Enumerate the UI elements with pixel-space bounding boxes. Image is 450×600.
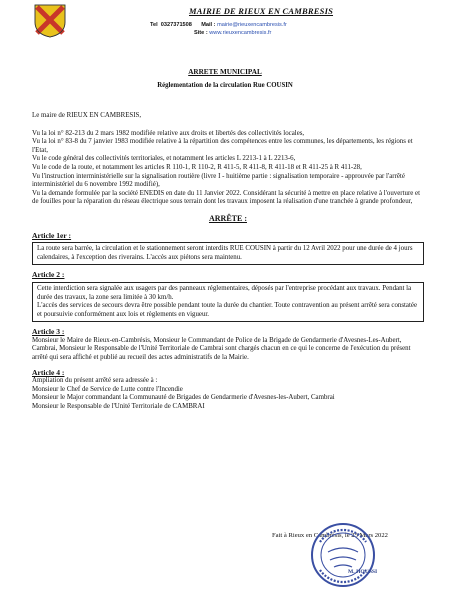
document-body [32,112,424,412]
tel-number: 0327371508 [160,22,192,28]
considerant-2: Vu la loi n° 83-8 du 7 janvier 1983 modifiée relative à la répartition des compétences entre les communes, les départements, les régions et l'Etat, [32,138,413,154]
article-4-text-4: Monsieur le Responsable de l'Unité Territoriale de CAMBRAI [32,403,205,411]
tel-label: Tel [150,22,158,28]
letterhead [118,6,418,37]
article-1-text: La route sera barrée, la circulation et le stationnement seront interdits RUE COUSIN à partir du 12 Avril 2022 pour une durée de 4 jours calendaires, à l'exception des riverains. L'accès aux piétons sera maintenu. [37,245,413,261]
article-2-text-1: Cette interdiction sera signalée aux usagers par des panneaux réglementaires, déposés par l'entreprise procédant aux travaux. Pendant la durée des travaux, la zone sera limitée à 30 km/h. [37,284,412,301]
considerant-6: Vu la demande formulée par la société ENEDIS en date du 11 Janvier 2022. Considérant la sécurité à mettre en place relative à l'ouverture et de fouilles pour la réparation du réseau électrique sous terrain dont les travaux imposent la réalisation d'une tranchée à grande profondeur, [32,189,421,206]
intro-line: Le maire de RIEUX EN CAMBRESIS, [32,112,142,119]
article-1-heading: Article 1er : [32,230,72,240]
article-2-box [32,282,424,322]
considerant-3: Vu le code général des collectivités territoriales, et notamment les articles L 2213-1 à L 2213-6, [32,155,296,163]
site-link[interactable]: www.rieuxencambresis.fr [209,30,272,36]
signature-place-date: Fait à Rieux en Cambrésis, le 25 Mars 2022 [272,532,388,539]
article-3-text: Monsieur le Maire de Rieux-en-Cambrésis, Monsieur le Commandant de Police de la Brigade de Gendarmerie d'Avesnes-Les-Aubert, Cambrai, Monsieur le Responsable de l'Unité Territoriale de Cambrai sont chargés chacun en ce qui le concerne de l'exécution du présent arrêté qui sera affiché et publié au recueil des actes administratifs de la Mairie. [32,336,411,362]
article-4-text-2: Monsieur le Chef de Service de Lutte contre l'Incendie [32,385,183,393]
contact-line [150,21,418,37]
article-4-text-3: Monsieur le Major commandant la Communauté de Brigades de Gendarmerie d'Avesnes-les-Aubert, Cambrai [32,394,335,402]
mail-link[interactable]: mairie@rieuxencambresis.fr [217,22,287,28]
article-4-text-1: Ampliation du présent arrêté sera adressée à : [32,377,158,385]
article-1-box [32,242,424,265]
mairie-stamp-icon [308,520,378,590]
signatory-name: M. HOUSSI [348,569,378,575]
arrete-heading: ARRÊTE : [208,213,247,223]
document-subtitle: Réglementation de la circulation Rue COUSIN [157,82,293,89]
article-2-text-2: L'accès des services de secours devra être possible pendant toute la durée du chantier. Toute contravention au présent arrêté sera constatée et poursuivie conformément aux lois et règlements en vigueur. [37,302,418,318]
considerant-5: Vu l'instruction interministérielle sur la signalisation routière (livre I - huitième partie : signalisation temporaire - approuvée par l'arrêté interministériel du 6 novembre 1992 modifié), [32,172,405,189]
mairie-name: MAIRIE DE RIEUX EN CAMBRESIS [188,6,334,16]
document-title: ARRETE MUNICIPAL [188,68,262,76]
article-3-heading: Article 3 : [32,327,65,337]
mail-label: Mail : [201,22,216,28]
site-label: Site : [194,30,208,36]
considerant-1: Vu la loi n° 82-213 du 2 mars 1982 modifiée relative aux droits et libertés des collectivités locales, [32,129,305,137]
article-4-heading: Article 4 : [32,367,65,377]
considerant-4: Vu le code de la route, et notamment les articles R 110-1, R 110-2, R 411-5, R 411-8, R 411-18 et R 411-25 à R 411-28, [32,163,362,171]
coat-of-arms-icon [34,4,66,38]
article-2-heading: Article 2 : [32,270,65,280]
